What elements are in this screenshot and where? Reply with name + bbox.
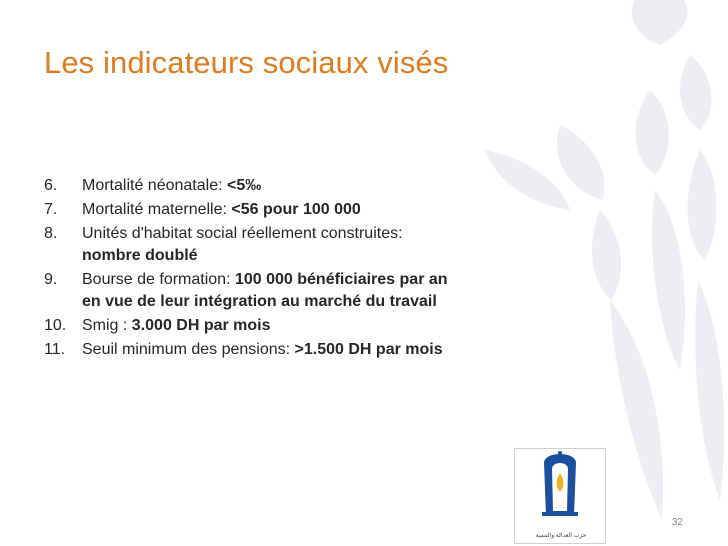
list-item-number: 8. (44, 225, 58, 242)
lantern-logo-icon (515, 449, 605, 519)
party-logo (514, 448, 606, 544)
logo-caption: حزب العدالة والتنمية (535, 533, 587, 539)
list-item-text (82, 269, 464, 313)
list-item (44, 199, 464, 221)
list-item-label: Mortalité maternelle: (82, 201, 232, 218)
list-item-label: Bourse de formation: (82, 271, 235, 288)
list-item-value: 100 000 bénéficiaires par an en vue de leur intégration au marché du travail (82, 271, 448, 310)
list-item-value: nombre doublé (82, 247, 198, 264)
list-item-text (82, 199, 464, 221)
list-item-label: Unités d'habitat social réellement construites: (82, 225, 403, 242)
list-item-number: 9. (44, 271, 58, 288)
list-item-value: <56 pour 100 000 (231, 201, 361, 218)
list-item-label: Mortalité néonatale: (82, 177, 227, 194)
slide-title: Les indicateurs sociaux visés (44, 45, 449, 80)
list-item-value: 3.000 DH par mois (131, 317, 271, 334)
list-item-text (82, 315, 464, 337)
list-item-label: Smig : (82, 317, 132, 334)
list-item (44, 223, 464, 267)
list-item-number: 6. (44, 177, 58, 194)
list-item (44, 269, 464, 313)
list-item-text (82, 175, 464, 197)
list-item-number: 11. (44, 341, 66, 358)
list-item-text (82, 223, 464, 267)
list-item-label: Seuil minimum des pensions: (82, 341, 295, 358)
list-item-text (82, 339, 464, 361)
list-item (44, 339, 464, 361)
page-number: 32 (671, 517, 683, 528)
list-item-number: 10. (44, 317, 67, 334)
list-item (44, 315, 464, 337)
indicator-list (44, 175, 464, 363)
list-item-value: <5‰ (226, 177, 262, 194)
list-item-value: >1.500 DH par mois (294, 341, 443, 358)
list-item-number: 7. (44, 201, 58, 218)
list-item (44, 175, 464, 197)
